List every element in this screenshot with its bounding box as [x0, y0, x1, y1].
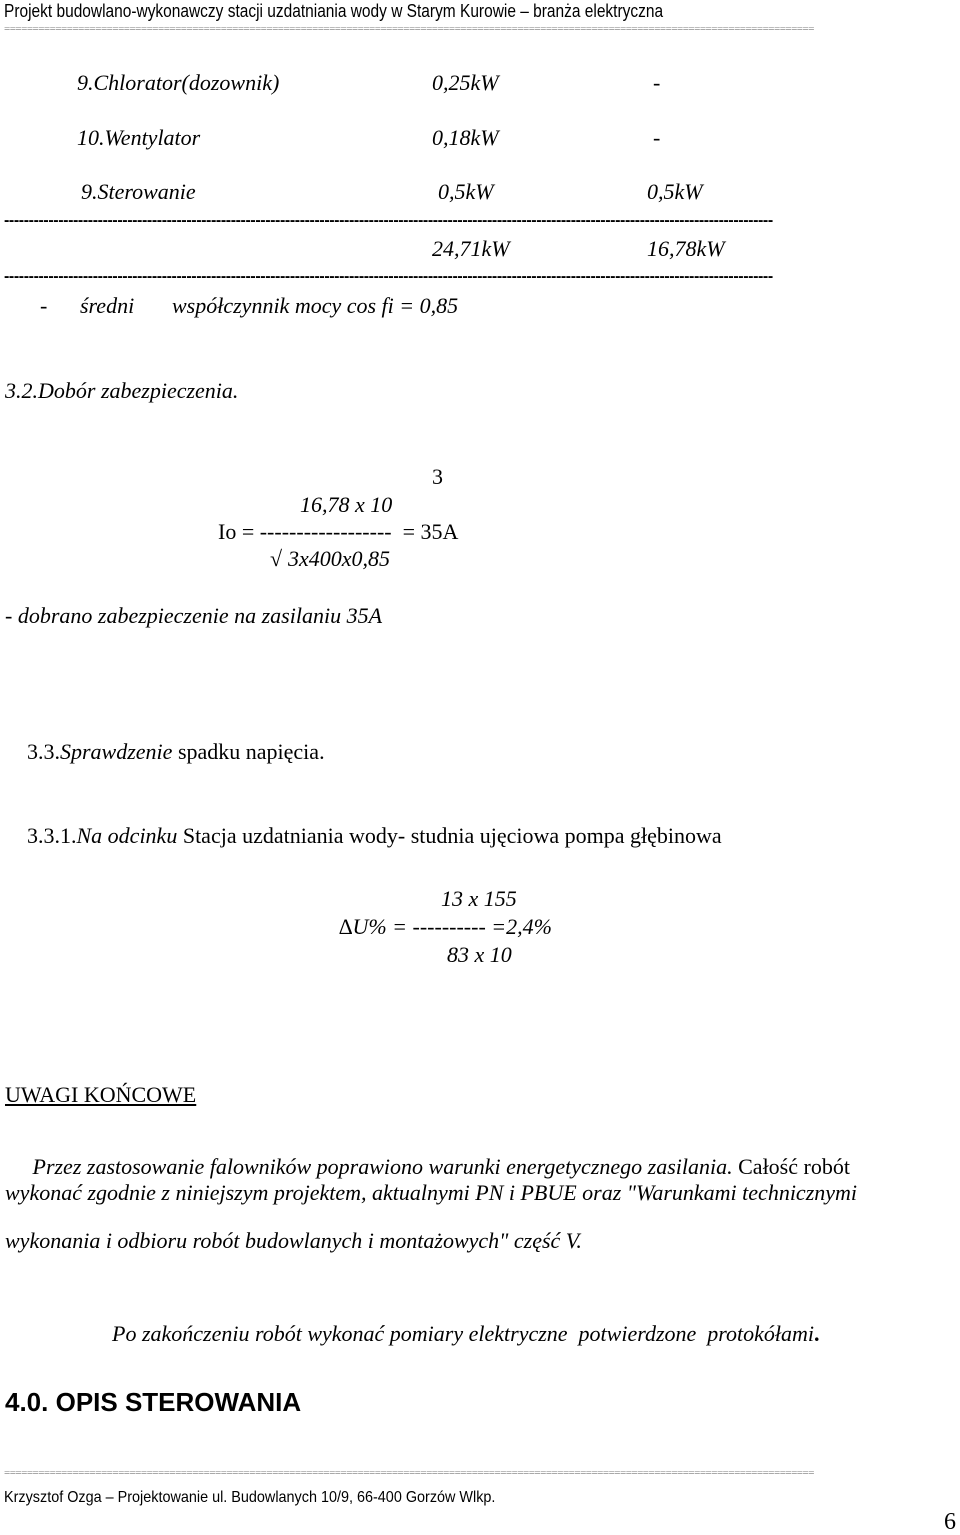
- section-heading-3-3-1: [5, 803, 722, 869]
- remarks-heading: UWAGI KOŃCOWE: [5, 1082, 197, 1107]
- power-factor: współczynnik mocy cos fi = 0,85: [172, 293, 459, 318]
- heading-num: 3.3.: [27, 739, 60, 764]
- sqrt-symbol: √: [270, 546, 283, 571]
- heading-rest: spadku napięcia.: [172, 739, 325, 764]
- exponent: 3: [432, 464, 443, 489]
- total-installed: 24,71kW: [432, 236, 510, 261]
- row-demand: -: [653, 70, 661, 95]
- numerator: 16,78 x 10: [300, 492, 393, 517]
- pf-word: średni: [80, 293, 135, 318]
- footer-rule: ==============================================================================================================================================: [4, 1468, 814, 1479]
- heading-italic: Sprawdzenie: [60, 739, 173, 764]
- remarks-line-1-rest: Całość robót: [738, 1154, 850, 1179]
- sub-rest: Stacja uzdatniania wody- studnia ujęciowa pompa głębinowa: [177, 823, 722, 848]
- separator: ------------------------------------------------------------------------------------------------------------------------------------------------------------: [4, 269, 773, 285]
- sub-num: 3.3.1.: [27, 823, 77, 848]
- row-installed: 0,18kW: [432, 125, 499, 150]
- current-equation: Io = ------------------ = 35A: [218, 519, 459, 544]
- remarks-line-2: wykonać zgodnie z niniejszym projektem, aktualnymi PN i PBUE oraz "Warunkami technicznymi: [5, 1180, 858, 1205]
- total-demand: 16,78kW: [647, 236, 725, 261]
- separator: ------------------------------------------------------------------------------------------------------------------------------------------------------------: [4, 213, 773, 229]
- header-rule: ==============================================================================================================================================: [4, 24, 814, 35]
- header-title: Projekt budowlano-wykonawczy stacji uzdatniania wody w Starym Kurowie – branża elektryczna: [4, 1, 664, 21]
- section-heading-4-0: 4.0. OPIS STEROWANIA: [5, 1387, 302, 1417]
- remarks-line-3: wykonania i odbioru robót budowlanych i montażowych" część V.: [5, 1228, 582, 1253]
- voltage-equation: ∆U% = ---------- =2,4%: [339, 914, 552, 939]
- section-heading-3-2: 3.2.Dobór zabezpieczenia.: [5, 378, 239, 403]
- footer-text: Krzysztof Ozga – Projektowanie ul. Budowlanych 10/9, 66-400 Gorzów Wlkp.: [4, 1489, 496, 1506]
- conclusion: - dobrano zabezpieczenie na zasilaniu 35A: [5, 603, 383, 628]
- row-name: 9.Sterowanie: [81, 179, 196, 204]
- pf-dash: -: [40, 293, 48, 318]
- section-heading-3-3: [5, 719, 325, 785]
- row-demand: 0,5kW: [647, 179, 703, 204]
- voltage-denominator: 83 x 10: [447, 942, 512, 967]
- remarks-line-4-text: Po zakończeniu robót wykonać pomiary elektryczne potwierdzone protokółami: [112, 1321, 815, 1346]
- row-name: 10.Wentylator: [77, 125, 201, 150]
- voltage-numerator: 13 x 155: [441, 886, 517, 911]
- row-installed: 0,5kW: [438, 179, 494, 204]
- remarks-line-4: [90, 1301, 820, 1367]
- page-number: 6: [944, 1509, 956, 1535]
- row-name: 9.Chlorator(dozownik): [77, 70, 280, 95]
- sub-italic: Na odcinku: [76, 823, 178, 848]
- denominator: 3x400x0,85: [288, 546, 391, 571]
- row-installed: 0,25kW: [432, 70, 499, 95]
- row-demand: -: [653, 125, 661, 150]
- remarks-line-1-italic: Przez zastosowanie falowników poprawiono warunki energetycznego zasilania.: [27, 1154, 739, 1179]
- remarks-line-4-end: .: [814, 1321, 820, 1346]
